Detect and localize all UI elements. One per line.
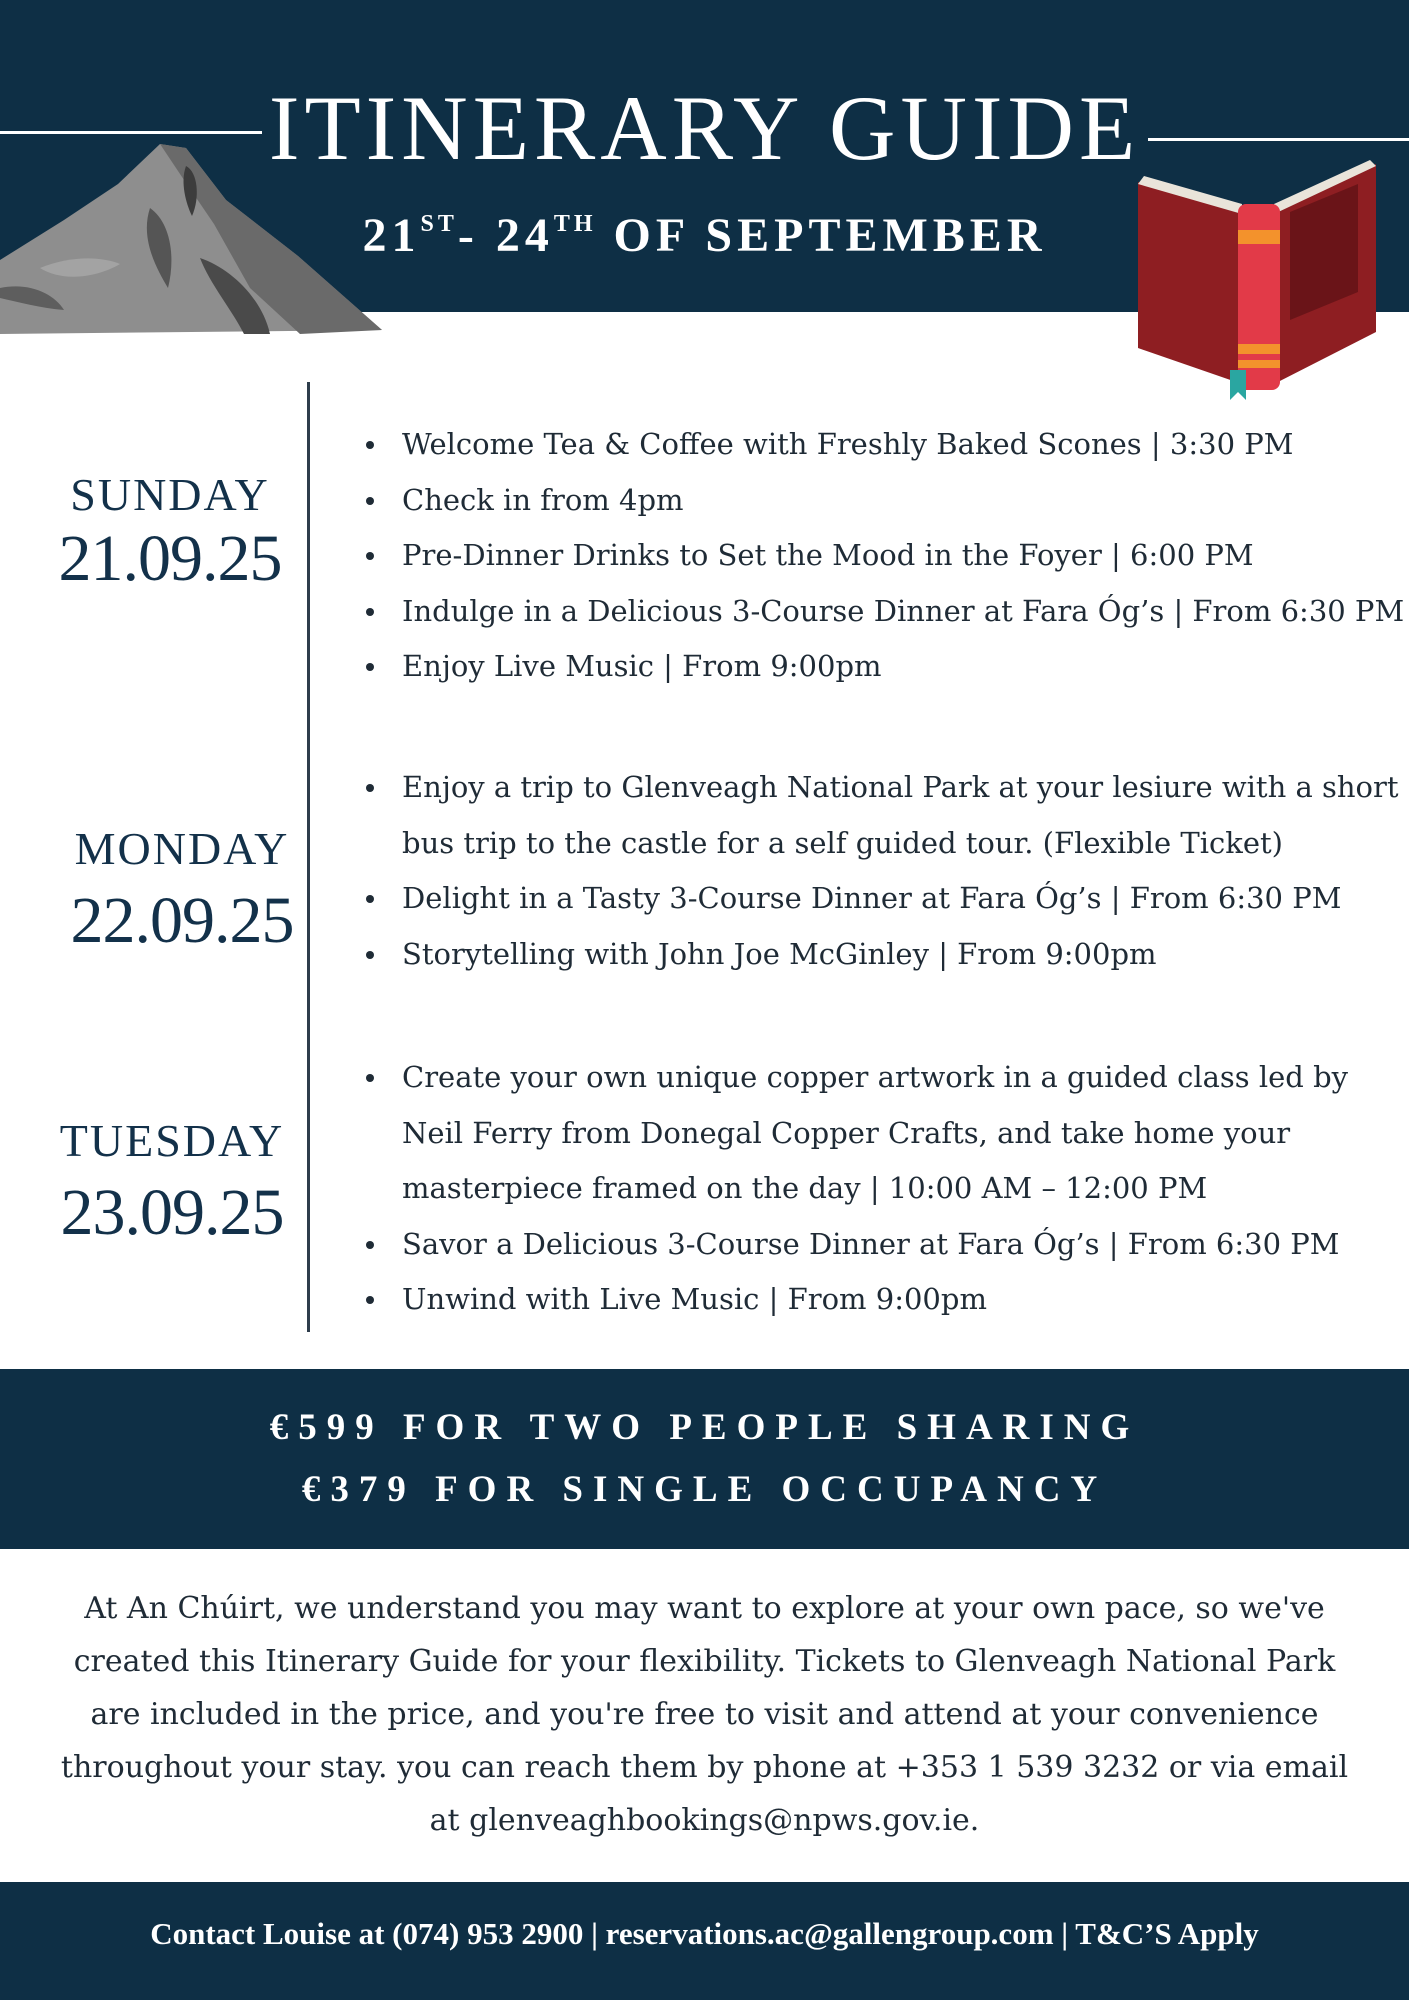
activity-list-monday <box>362 760 1399 982</box>
activity-text: Check in from 4pm <box>402 482 684 517</box>
day-name-tuesday: TUESDAY <box>59 1115 285 1166</box>
info-line: at glenveaghbookings@npws.gov.ie. <box>429 1803 980 1838</box>
day-date-tuesday: 23.09.25 <box>60 1176 284 1249</box>
activity-item <box>362 760 1399 871</box>
day-name-monday: MONDAY <box>74 823 290 874</box>
activity-text: bus trip to the castle for a self guided tour. (Flexible Ticket) <box>402 825 1283 860</box>
activity-item <box>362 1050 1372 1217</box>
info-line: throughout your stay. you can reach them by phone at +353 1 539 3232 or via email <box>60 1750 1349 1785</box>
activity-text: Storytelling with John Joe McGinley | From 9:00pm <box>402 936 1157 971</box>
activity-list-sunday <box>362 417 1405 695</box>
info-line: created this Itinerary Guide for your flexibility. Tickets to Glenveagh National Park <box>73 1644 1336 1679</box>
pricing-band <box>0 1369 1409 1549</box>
footer-band <box>0 1882 1409 2000</box>
activity-list-tuesday <box>362 1050 1372 1328</box>
info-line: are included in the price, and you're free to visit and attend at your convenience <box>90 1697 1319 1732</box>
activity-item <box>362 1272 1372 1328</box>
activity-text: Delight in a Tasty 3-Course Dinner at Fara Óg’s | From 6:30 PM <box>402 881 1342 915</box>
activity-item <box>362 528 1372 584</box>
activity-item <box>362 417 1372 473</box>
activity-item <box>362 639 1372 695</box>
activity-text: Enjoy a trip to Glenveagh National Park at your lesiure with a short <box>402 770 1399 804</box>
activity-text: Pre-Dinner Drinks to Set the Mood in the Foyer | 6:00 PM <box>402 538 1254 572</box>
activity-text: Create your own unique copper artwork in a guided class led by <box>402 1060 1349 1094</box>
info-paragraph <box>40 1582 1369 1847</box>
price-two-people: €599 FOR TWO PEOPLE SHARING <box>269 1407 1140 1448</box>
activity-text: masterpiece framed on the day | 10:00 AM – 12:00 PM <box>402 1171 1208 1205</box>
day-date-sunday: 21.09.25 <box>58 522 282 595</box>
activity-item <box>362 871 1372 927</box>
contact-footer-text: Contact Louise at (074) 953 2900 | reservations.ac@gallengroup.com | T&C’S Apply <box>150 1916 1259 1951</box>
day-date-monday: 22.09.25 <box>70 884 294 957</box>
activity-text: Neil Ferry from Donegal Copper Crafts, and take home your <box>402 1115 1291 1150</box>
date-range-subtitle: 21ST- 24TH OF SEPTEMBER <box>362 209 1047 262</box>
day-name-sunday: SUNDAY <box>70 469 270 520</box>
price-single-occupancy: €379 FOR SINGLE OCCUPANCY <box>301 1469 1108 1510</box>
mountain-icon <box>0 138 390 334</box>
page-title: ITINERARY GUIDE <box>268 77 1141 179</box>
activity-item <box>362 473 1372 529</box>
activity-text: Indulge in a Delicious 3-Course Dinner at Fara Óg’s | From 6:30 PM <box>402 593 1405 628</box>
info-line: At An Chúirt, we understand you may want to explore at your own pace, so we've <box>84 1591 1325 1626</box>
activity-item <box>362 927 1372 983</box>
activity-text: Welcome Tea & Coffee with Freshly Baked Scones | 3:30 PM <box>402 427 1294 461</box>
activity-text: Enjoy Live Music | From 9:00pm <box>402 649 882 683</box>
activity-text: Unwind with Live Music | From 9:00pm <box>402 1282 987 1316</box>
open-book-icon <box>1130 152 1386 408</box>
activity-text: Savor a Delicious 3-Course Dinner at Fara Óg’s | From 6:30 PM <box>402 1226 1340 1261</box>
activity-item <box>362 584 1405 640</box>
header-band <box>0 0 1409 312</box>
activity-item <box>362 1217 1372 1273</box>
